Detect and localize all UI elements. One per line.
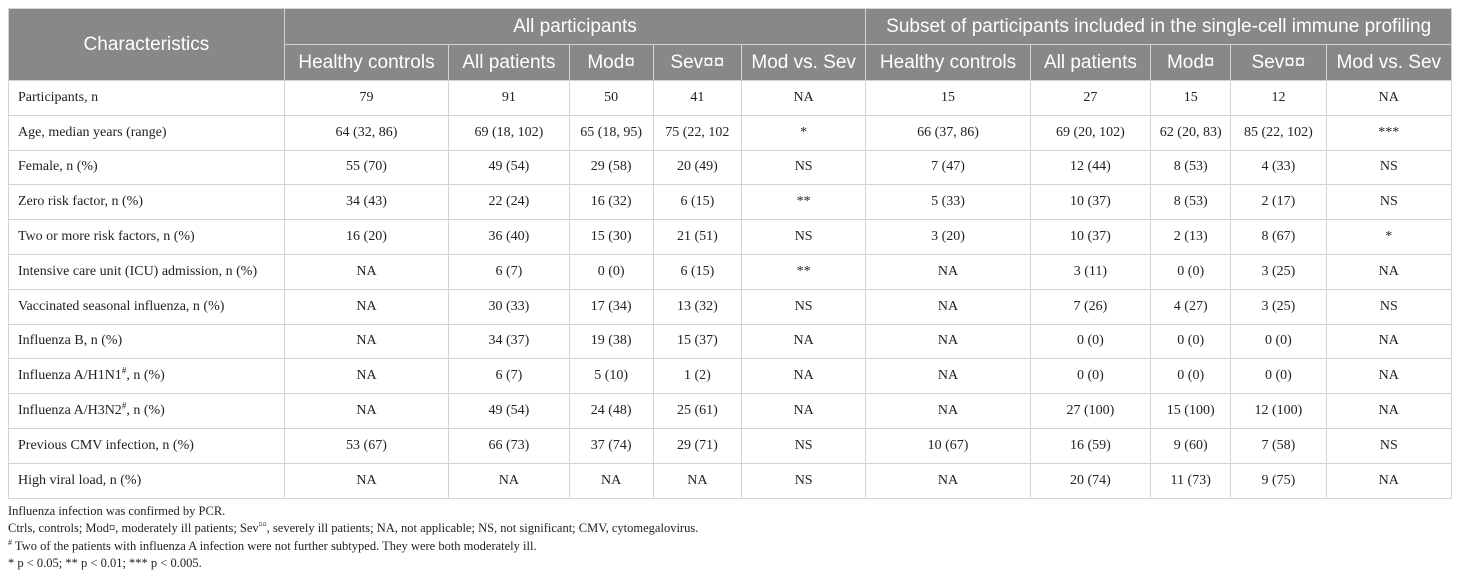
table-cell: 3 (20) [866, 220, 1030, 255]
table-cell: NA [653, 463, 741, 498]
table-cell: NA [1326, 81, 1451, 116]
table-cell: NA [741, 81, 865, 116]
table-footnotes [8, 503, 1452, 573]
table-cell: 12 (100) [1231, 394, 1326, 429]
table-cell: 64 (32, 86) [284, 115, 448, 150]
table-cell: 4 (27) [1151, 289, 1231, 324]
row-label: Zero risk factor, n (%) [9, 185, 285, 220]
table-cell: 0 (0) [1151, 254, 1231, 289]
table-cell: 85 (22, 102) [1231, 115, 1326, 150]
table-row [9, 359, 1452, 394]
table-cell: NA [449, 463, 569, 498]
footnote-significance: * p < 0.05; ** p < 0.01; *** p < 0.005. [8, 556, 202, 571]
table-cell: 12 (44) [1030, 150, 1150, 185]
column-header: All patients [1030, 45, 1150, 81]
table-cell: 55 (70) [284, 150, 448, 185]
table-body [9, 81, 1452, 499]
table-cell: NA [1326, 254, 1451, 289]
table-cell: NA [1326, 324, 1451, 359]
table-row [9, 463, 1452, 498]
table-cell: 12 [1231, 81, 1326, 116]
table-cell: 8 (67) [1231, 220, 1326, 255]
table-cell: 1 (2) [653, 359, 741, 394]
column-header: Mod¤ [1151, 45, 1231, 81]
table-cell: NA [1326, 463, 1451, 498]
table-cell: 3 (25) [1231, 254, 1326, 289]
footnote-abbreviations: Ctrls, controls; Mod¤, moderately ill patients; Sev¤¤, severely ill patients; NA, not applicable; NS, not significant; CMV, cytomegalovirus. [8, 519, 699, 536]
table-cell: 0 (0) [1151, 324, 1231, 359]
table-cell: 15 (37) [653, 324, 741, 359]
row-label: Age, median years (range) [9, 115, 285, 150]
table-cell: 0 (0) [1030, 324, 1150, 359]
table-cell: 7 (47) [866, 150, 1030, 185]
table-cell: 30 (33) [449, 289, 569, 324]
table-cell: NA [741, 394, 865, 429]
table-cell: 66 (37, 86) [866, 115, 1030, 150]
row-label: Influenza A/H3N2#, n (%) [9, 394, 285, 429]
table-row [9, 254, 1452, 289]
table-cell: NS [741, 150, 865, 185]
table-cell: 13 (32) [653, 289, 741, 324]
footnote-pcr: Influenza infection was confirmed by PCR. [8, 503, 226, 518]
table-cell: 21 (51) [653, 220, 741, 255]
table-cell: 6 (7) [449, 254, 569, 289]
table-cell: 20 (49) [653, 150, 741, 185]
table-cell: 9 (75) [1231, 463, 1326, 498]
table-cell: 15 (30) [569, 220, 653, 255]
table-cell: 22 (24) [449, 185, 569, 220]
row-label: High viral load, n (%) [9, 463, 285, 498]
table-row [9, 394, 1452, 429]
table-cell: 25 (61) [653, 394, 741, 429]
column-header: Mod vs. Sev [741, 45, 865, 81]
table-cell: 7 (58) [1231, 428, 1326, 463]
table-cell: 17 (34) [569, 289, 653, 324]
table-cell: 79 [284, 81, 448, 116]
table-cell: 29 (58) [569, 150, 653, 185]
table-row [9, 81, 1452, 116]
table-row [9, 289, 1452, 324]
column-header: Mod vs. Sev [1326, 45, 1451, 81]
table-cell: 16 (32) [569, 185, 653, 220]
table-cell: 65 (18, 95) [569, 115, 653, 150]
table-cell: 2 (13) [1151, 220, 1231, 255]
table-cell: NS [741, 428, 865, 463]
table-cell: NS [741, 289, 865, 324]
table-cell: 62 (20, 83) [1151, 115, 1231, 150]
row-label: Two or more risk factors, n (%) [9, 220, 285, 255]
table-container [8, 8, 1452, 573]
footnote-subtype: # Two of the patients with influenza A infection were not further subtyped. They were both moderately ill. [8, 537, 537, 553]
table-cell: NA [1326, 394, 1451, 429]
table-cell: 34 (37) [449, 324, 569, 359]
column-header: All patients [449, 45, 569, 81]
table-row [9, 150, 1452, 185]
table-cell: 3 (25) [1231, 289, 1326, 324]
table-cell: 37 (74) [569, 428, 653, 463]
table-row [9, 324, 1452, 359]
table-cell: 0 (0) [1151, 359, 1231, 394]
table-cell: 27 (100) [1030, 394, 1150, 429]
header-group-subset: Subset of participants included in the single-cell immune profiling [866, 9, 1452, 45]
table-cell: 16 (59) [1030, 428, 1150, 463]
table-cell: 41 [653, 81, 741, 116]
table-cell: NA [866, 394, 1030, 429]
row-label: Intensive care unit (ICU) admission, n (%) [9, 254, 285, 289]
table-cell: 8 (53) [1151, 185, 1231, 220]
table-cell: NA [741, 359, 865, 394]
table-cell: 7 (26) [1030, 289, 1150, 324]
table-cell: NS [1326, 185, 1451, 220]
header-group-all: All participants [284, 9, 866, 45]
table-cell: 6 (15) [653, 185, 741, 220]
row-label: Influenza A/H1N1#, n (%) [9, 359, 285, 394]
table-cell: 66 (73) [449, 428, 569, 463]
column-header: Sev¤¤ [653, 45, 741, 81]
row-label: Vaccinated seasonal influenza, n (%) [9, 289, 285, 324]
table-cell: 69 (18, 102) [449, 115, 569, 150]
table-cell: 10 (37) [1030, 220, 1150, 255]
table-cell: ** [741, 254, 865, 289]
table-cell: 6 (7) [449, 359, 569, 394]
table-cell: NA [284, 324, 448, 359]
column-header: Sev¤¤ [1231, 45, 1326, 81]
table-cell: 0 (0) [1231, 324, 1326, 359]
table-cell: 10 (67) [866, 428, 1030, 463]
row-label: Influenza B, n (%) [9, 324, 285, 359]
table-cell: NA [569, 463, 653, 498]
table-cell: 20 (74) [1030, 463, 1150, 498]
table-cell: 69 (20, 102) [1030, 115, 1150, 150]
column-header: Healthy controls [866, 45, 1030, 81]
table-cell: 3 (11) [1030, 254, 1150, 289]
table-cell: 0 (0) [1231, 359, 1326, 394]
table-row [9, 428, 1452, 463]
table-cell: NA [284, 394, 448, 429]
table-cell: 15 (100) [1151, 394, 1231, 429]
table-cell: 16 (20) [284, 220, 448, 255]
table-cell: NA [866, 289, 1030, 324]
table-cell: 0 (0) [1030, 359, 1150, 394]
column-header: Mod¤ [569, 45, 653, 81]
table-cell: 0 (0) [569, 254, 653, 289]
table-cell: 5 (33) [866, 185, 1030, 220]
table-cell: NA [1326, 359, 1451, 394]
header-characteristics: Characteristics [9, 9, 285, 81]
table-cell: NA [866, 324, 1030, 359]
table-row [9, 220, 1452, 255]
table-header [9, 9, 1452, 81]
table-cell: NA [284, 463, 448, 498]
table-cell: NA [866, 463, 1030, 498]
table-cell: NS [1326, 289, 1451, 324]
characteristics-table [8, 8, 1452, 499]
table-cell: 8 (53) [1151, 150, 1231, 185]
table-cell: NA [284, 359, 448, 394]
table-cell: 19 (38) [569, 324, 653, 359]
row-label: Participants, n [9, 81, 285, 116]
table-cell: 53 (67) [284, 428, 448, 463]
table-cell: 27 [1030, 81, 1150, 116]
table-cell: 5 (10) [569, 359, 653, 394]
table-cell: NS [741, 463, 865, 498]
row-label: Female, n (%) [9, 150, 285, 185]
table-cell: 4 (33) [1231, 150, 1326, 185]
table-cell: 15 [1151, 81, 1231, 116]
table-cell: NA [866, 359, 1030, 394]
table-cell: NS [1326, 428, 1451, 463]
table-cell: NA [284, 289, 448, 324]
table-cell: *** [1326, 115, 1451, 150]
column-header: Healthy controls [284, 45, 448, 81]
table-cell: 49 (54) [449, 150, 569, 185]
table-cell: ** [741, 185, 865, 220]
table-row [9, 185, 1452, 220]
table-cell: 11 (73) [1151, 463, 1231, 498]
row-label: Previous CMV infection, n (%) [9, 428, 285, 463]
table-cell: 29 (71) [653, 428, 741, 463]
table-cell: NA [284, 254, 448, 289]
table-cell: * [1326, 220, 1451, 255]
table-cell: 10 (37) [1030, 185, 1150, 220]
table-cell: 91 [449, 81, 569, 116]
table-cell: 9 (60) [1151, 428, 1231, 463]
table-cell: NS [1326, 150, 1451, 185]
table-cell: 75 (22, 102 [653, 115, 741, 150]
table-cell: NA [741, 324, 865, 359]
table-cell: 15 [866, 81, 1030, 116]
table-row [9, 115, 1452, 150]
table-cell: NA [866, 254, 1030, 289]
table-cell: 34 (43) [284, 185, 448, 220]
table-cell: 24 (48) [569, 394, 653, 429]
table-cell: 49 (54) [449, 394, 569, 429]
table-cell: 6 (15) [653, 254, 741, 289]
table-cell: NS [741, 220, 865, 255]
table-cell: 50 [569, 81, 653, 116]
table-cell: 2 (17) [1231, 185, 1326, 220]
table-cell: * [741, 115, 865, 150]
table-cell: 36 (40) [449, 220, 569, 255]
